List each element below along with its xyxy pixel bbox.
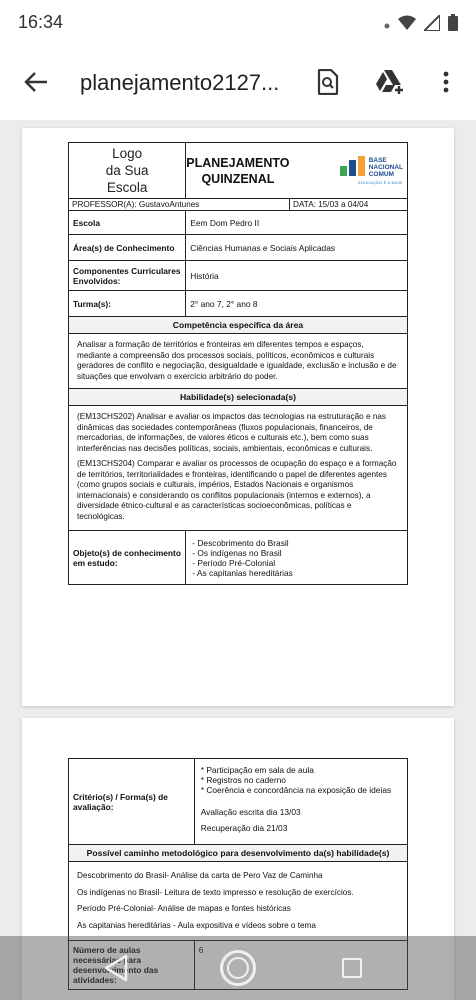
escola-value: Eem Dom Pedro II [186,211,408,235]
caminho-item: Os indígenas no Brasil- Leitura de texto impresso e resolução de exercícios. [77,887,354,897]
habilidades-text-row [69,406,408,531]
area-label: Área(s) de Conhecimento [69,235,186,261]
competencia-text: Analisar a formação de territórios e fronteiras em diferentes tempos e espaços, mediante a compreensão dos processos sociais, políticos, econômicos e culturais geradores de conflito e negociação, desigualdade e igualdade, exclusão e inclusão e de situações que envolvam o exercício arbitrário do poder. [69,334,408,389]
objeto-item: - Os indígenas no Brasil [192,547,282,558]
bncc-mark-icon [340,156,366,178]
recuperacao: Recuperação dia 21/03 [200,823,288,833]
status-time: 16:34 [18,12,64,32]
planning-table [68,142,408,585]
criterio-item: * Coerência e concordância na exposição de ideias [200,785,392,795]
criterios-label: Critério(s) / Forma(s) de avaliação: [69,759,195,845]
habilidade-1: (EM13CHS202) Analisar e avaliar os impactos das tecnologias na estruturação e nas dinâmicas das sociedades contemporâneas (fluxos populacionais, financeiros, de mercadorias, de informações, de valores éticos e culturais etc.), bem como suas interferências nas decisões políticas, sociais, ambientais, econômicas e culturais. [77,412,387,453]
status-icons [384,14,458,36]
nav-back-icon[interactable] [104,954,128,987]
objetos-row [69,531,408,585]
professor-cell: PROFESSOR(A): GustavoAntunes [69,199,290,211]
objeto-item: - Descobrimento do Brasil [192,537,289,548]
nav-home-inner-ring [227,957,249,979]
system-navigation-bar [0,936,476,1000]
add-to-drive-icon [375,69,405,100]
battery-icon [448,14,458,36]
professor-row [69,199,408,211]
wifi-icon [398,15,416,36]
title-line-2: QUINZENAL [201,171,275,186]
caminho-item: Descobrimento do Brasil- Análise da carta de Pero Vaz de Caminha [77,871,323,880]
turma-row [69,291,408,317]
caminho-row [69,862,408,941]
caminho-item: As capitanias hereditárias - Aula expositiva e vídeos sobre o tema [77,920,316,930]
title-line-1: PLANEJAMENTO [186,155,290,170]
notification-dot-icon [384,16,390,34]
aulas-label: Número de aulas necessárias para desenvolvimento das atividades: [69,941,195,990]
more-vert-icon [443,71,449,98]
escola-row [69,211,408,235]
search-in-document-button[interactable] [310,66,346,102]
school-logo-placeholder [69,143,186,199]
caminho-item: Período Pré-Colonial- Análise de mapas e fontes históricas [77,904,291,913]
turma-value: 2° ano 7, 2° ano 8 [186,291,408,317]
habilidade-2: (EM13CHS204) Comparar e avaliar os processos de ocupação do espaço e a formação de territórios, territorialidades e fronteiras, identificando o papel de diferentes agentes (como grupos sociais e culturais, impérios, Estados Nacionais e organismos internacionais) e considerando os conflitos populacionais (internos e externos), a diversidade étnico-cultural e as características socioeconômicas, políticas e tecnológicas. [77,459,397,521]
competencia-text-row [69,334,408,389]
area-value: Ciências Humanas e Sociais Aplicadas [186,235,408,261]
date-cell: DATA: 15/03 a 04/04 [290,199,408,211]
competencia-header-row [69,317,408,334]
app-bar [0,48,476,120]
criterios-list [194,759,407,845]
criterio-item: * Participação em sala de aula [200,765,314,775]
competencia-header: Competência específica da área [69,317,408,334]
aulas-value: 6 [194,941,407,990]
bncc-slogan: EDUCAÇÃO É A BASE [358,180,403,185]
header-row [69,143,408,199]
bncc-word-3: COMUM [368,170,394,178]
habilidades-header-row [69,389,408,406]
objeto-item: - Período Pré-Colonial [192,557,276,568]
caminho-header-row [69,845,408,862]
back-button[interactable] [18,66,54,102]
pdf-viewer[interactable] [0,120,476,1000]
habilidades-text [69,406,408,531]
criterio-item: * Registros no caderno [200,775,286,785]
area-row [69,235,408,261]
search-document-icon [317,69,339,100]
back-arrow-icon [24,71,48,98]
document-page-1 [22,128,454,706]
nav-recents-icon[interactable] [342,958,362,978]
avaliacao-escrita: Avaliação escrita dia 13/03 [200,807,301,817]
document-title: planejamento2127... [80,70,280,95]
document-title-cell [186,143,290,199]
signal-icon [424,15,440,36]
logo-line-2: da Sua [105,163,149,178]
caminho-list [69,862,408,941]
logo-line-3: Escola [106,180,148,195]
bncc-word-1: BASE [368,156,387,164]
status-bar [0,0,476,48]
escola-label: Escola [69,211,186,235]
bncc-word-2: NACIONAL [368,163,403,171]
logo-line-1: Logo [112,146,143,161]
add-to-drive-button[interactable] [372,66,408,102]
objeto-item: - As capitanias hereditárias [192,567,293,578]
bncc-logo [290,143,408,199]
nav-home-icon[interactable] [220,950,256,986]
more-options-button[interactable] [432,66,460,102]
habilidades-header: Habilidade(s) selecionada(s) [69,389,408,406]
componentes-row [69,261,408,291]
componentes-label: Componentes Curriculares Envolvidos: [69,261,186,291]
objetos-list [186,531,408,585]
objetos-label: Objeto(s) de conhecimento em estudo: [69,531,186,585]
caminho-header: Possível caminho metodológico para desenvolvimento da(s) habilidade(s) [69,845,408,862]
criterios-row [69,759,408,845]
turma-label: Turma(s): [69,291,186,317]
componentes-value: História [186,261,408,291]
